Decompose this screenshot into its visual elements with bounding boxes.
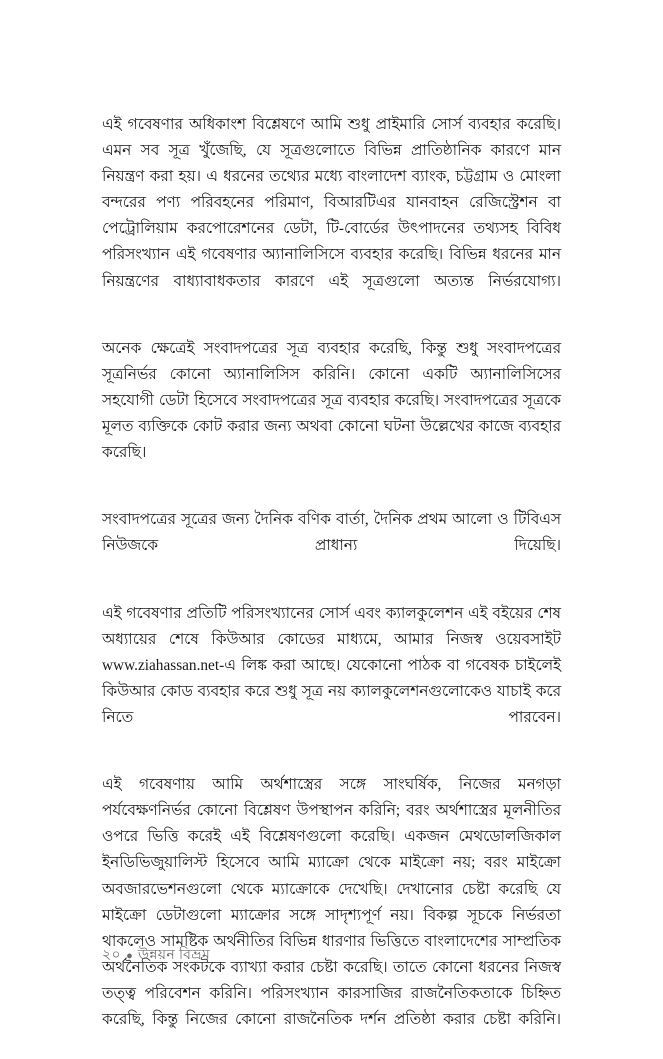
paragraph-4-with-website-link: এই গবেষণার প্রতিটি পরিসংখ্যানের সোর্স এবং ক্যালকুলেশন এই বইয়ের শেষ অধ্যায়ের শেষে কিউআর কোডের মাধ্যমে, আমার নিজস্ব ওয়েবসাইট www.ziahassan.net-এ লিঙ্ক করা আছে। যেকোনো পাঠক বা গবেষক চাইলেই কিউআর কোড ব্যবহার করে শুধু সূত্র নয় ক্যালকুলেশনগুলোকেও যাচাই করে নিতে পারবেন। bbox=[102, 604, 561, 726]
paragraph-1: এই গবেষণার অধিকাংশ বিশ্লেষণে আমি শুধু প্রাইমারি সোর্স ব্যবহার করেছি। এমন সব সূত্র খুঁজেছি, যে সূত্রগুলোতে বিভিন্ন প্রাতিষ্ঠানিক কারণে মান নিয়ন্ত্রণ করা হয়। এ ধরনের তথ্যের মধ্যে বাংলাদেশ ব্যাংক, চট্টগ্রাম ও মোংলা বন্দরের পণ্য পরিবহনের পরিমাণ, বিআরটিএর যানবাহন রেজিস্ট্রেশন বা পেট্রোলিয়াম করপোরেশনের ডেটা, টি-বোর্ডের উৎপাদনের তথ্যসহ বিবিধ পরিসংখ্যান এই গবেষণার অ্যানালিসিসে ব্যবহার করেছি। বিভিন্ন ধরনের মান নিয়ন্ত্রণের বাধ্যাবাধকতার কারণে এই সূত্রগুলো অত্যন্ত নির্ভরযোগ্য। bbox=[102, 116, 561, 290]
page-body-text bbox=[102, 112, 561, 1059]
paragraph-2: অনেক ক্ষেত্রেই সংবাদপত্রের সূত্র ব্যবহার করেছি, কিন্তু শুধু সংবাদপত্রের সূত্রনির্ভর কোনো অ্যানালিসিস করিনি। কোনো একটি অ্যানালিসিসের সহযোগী ডেটা হিসেবে সংবাদপত্রের সূত্র ব্যবহার করেছি। সংবাদপত্রের সূত্রকে মূলত ব্যক্তিকে কোট করার জন্য অথবা কোনো ঘটনা উল্লেখের কাজে ব্যবহার করেছি। bbox=[102, 339, 561, 462]
page-footer bbox=[102, 945, 210, 966]
footer-book-title: উন্নয়ন বিভ্রম bbox=[138, 947, 211, 964]
paragraph-5: এই গবেষণায় আমি অর্থশাস্ত্রের সঙ্গে সাংঘর্ষিক, নিজের মনগড়া পর্যবেক্ষণনির্ভর কোনো বিশ্লেষণ উপস্থাপন করিনি; বরং অর্থশাস্ত্রের মূলনীতির ওপরে ভিত্তি করেই এই বিশ্লেষণগুলো করেছি। একজন মেথডোলজিকাল ইনডিভিজুয়ালিস্ট হিসেবে আমি ম্যাক্রো থেকে মাইক্রো নয়; বরং মাইক্রো অবজারভেশনগুলো থেকে ম্যাক্রোকে দেখেছি। দেখানোর চেষ্টা করেছি যে মাইক্রো ডেটাগুলো ম্যাক্রোর সঙ্গে সাদৃশ্যপূর্ণ নয়। বিকল্প সূচকে নির্ভরতা থাকলেও সামষ্টিক অর্থনীতির বিভিন্ন ধারণার ভিত্তিতে বাংলাদেশের সাম্প্রতিক অর্থনৈতিক সংকটকে ব্যাখ্যা করার চেষ্টা করেছি। তাতে কোনো ধরনের নিজস্ব তত্ত্ব পরিবেশন করিনি। পরিসংখ্যান কারসাজির রাজনৈতিকতাকে চিহ্নিত করেছি, কিন্তু নিজের কোনো রাজনৈতিক দর্শন প্রতিষ্ঠা করার চেষ্টা করিনি। bbox=[102, 776, 561, 1028]
footer-page-number: ২০ bbox=[102, 947, 122, 964]
paragraph-3: সংবাদপত্রের সূত্রের জন্য দৈনিক বণিক বার্তা, দৈনিক প্রথম আলো ও টিবিএস নিউজকে প্রাধান্য দিয়েছি। bbox=[102, 511, 561, 555]
bullet-separator-icon: ● bbox=[126, 950, 134, 962]
